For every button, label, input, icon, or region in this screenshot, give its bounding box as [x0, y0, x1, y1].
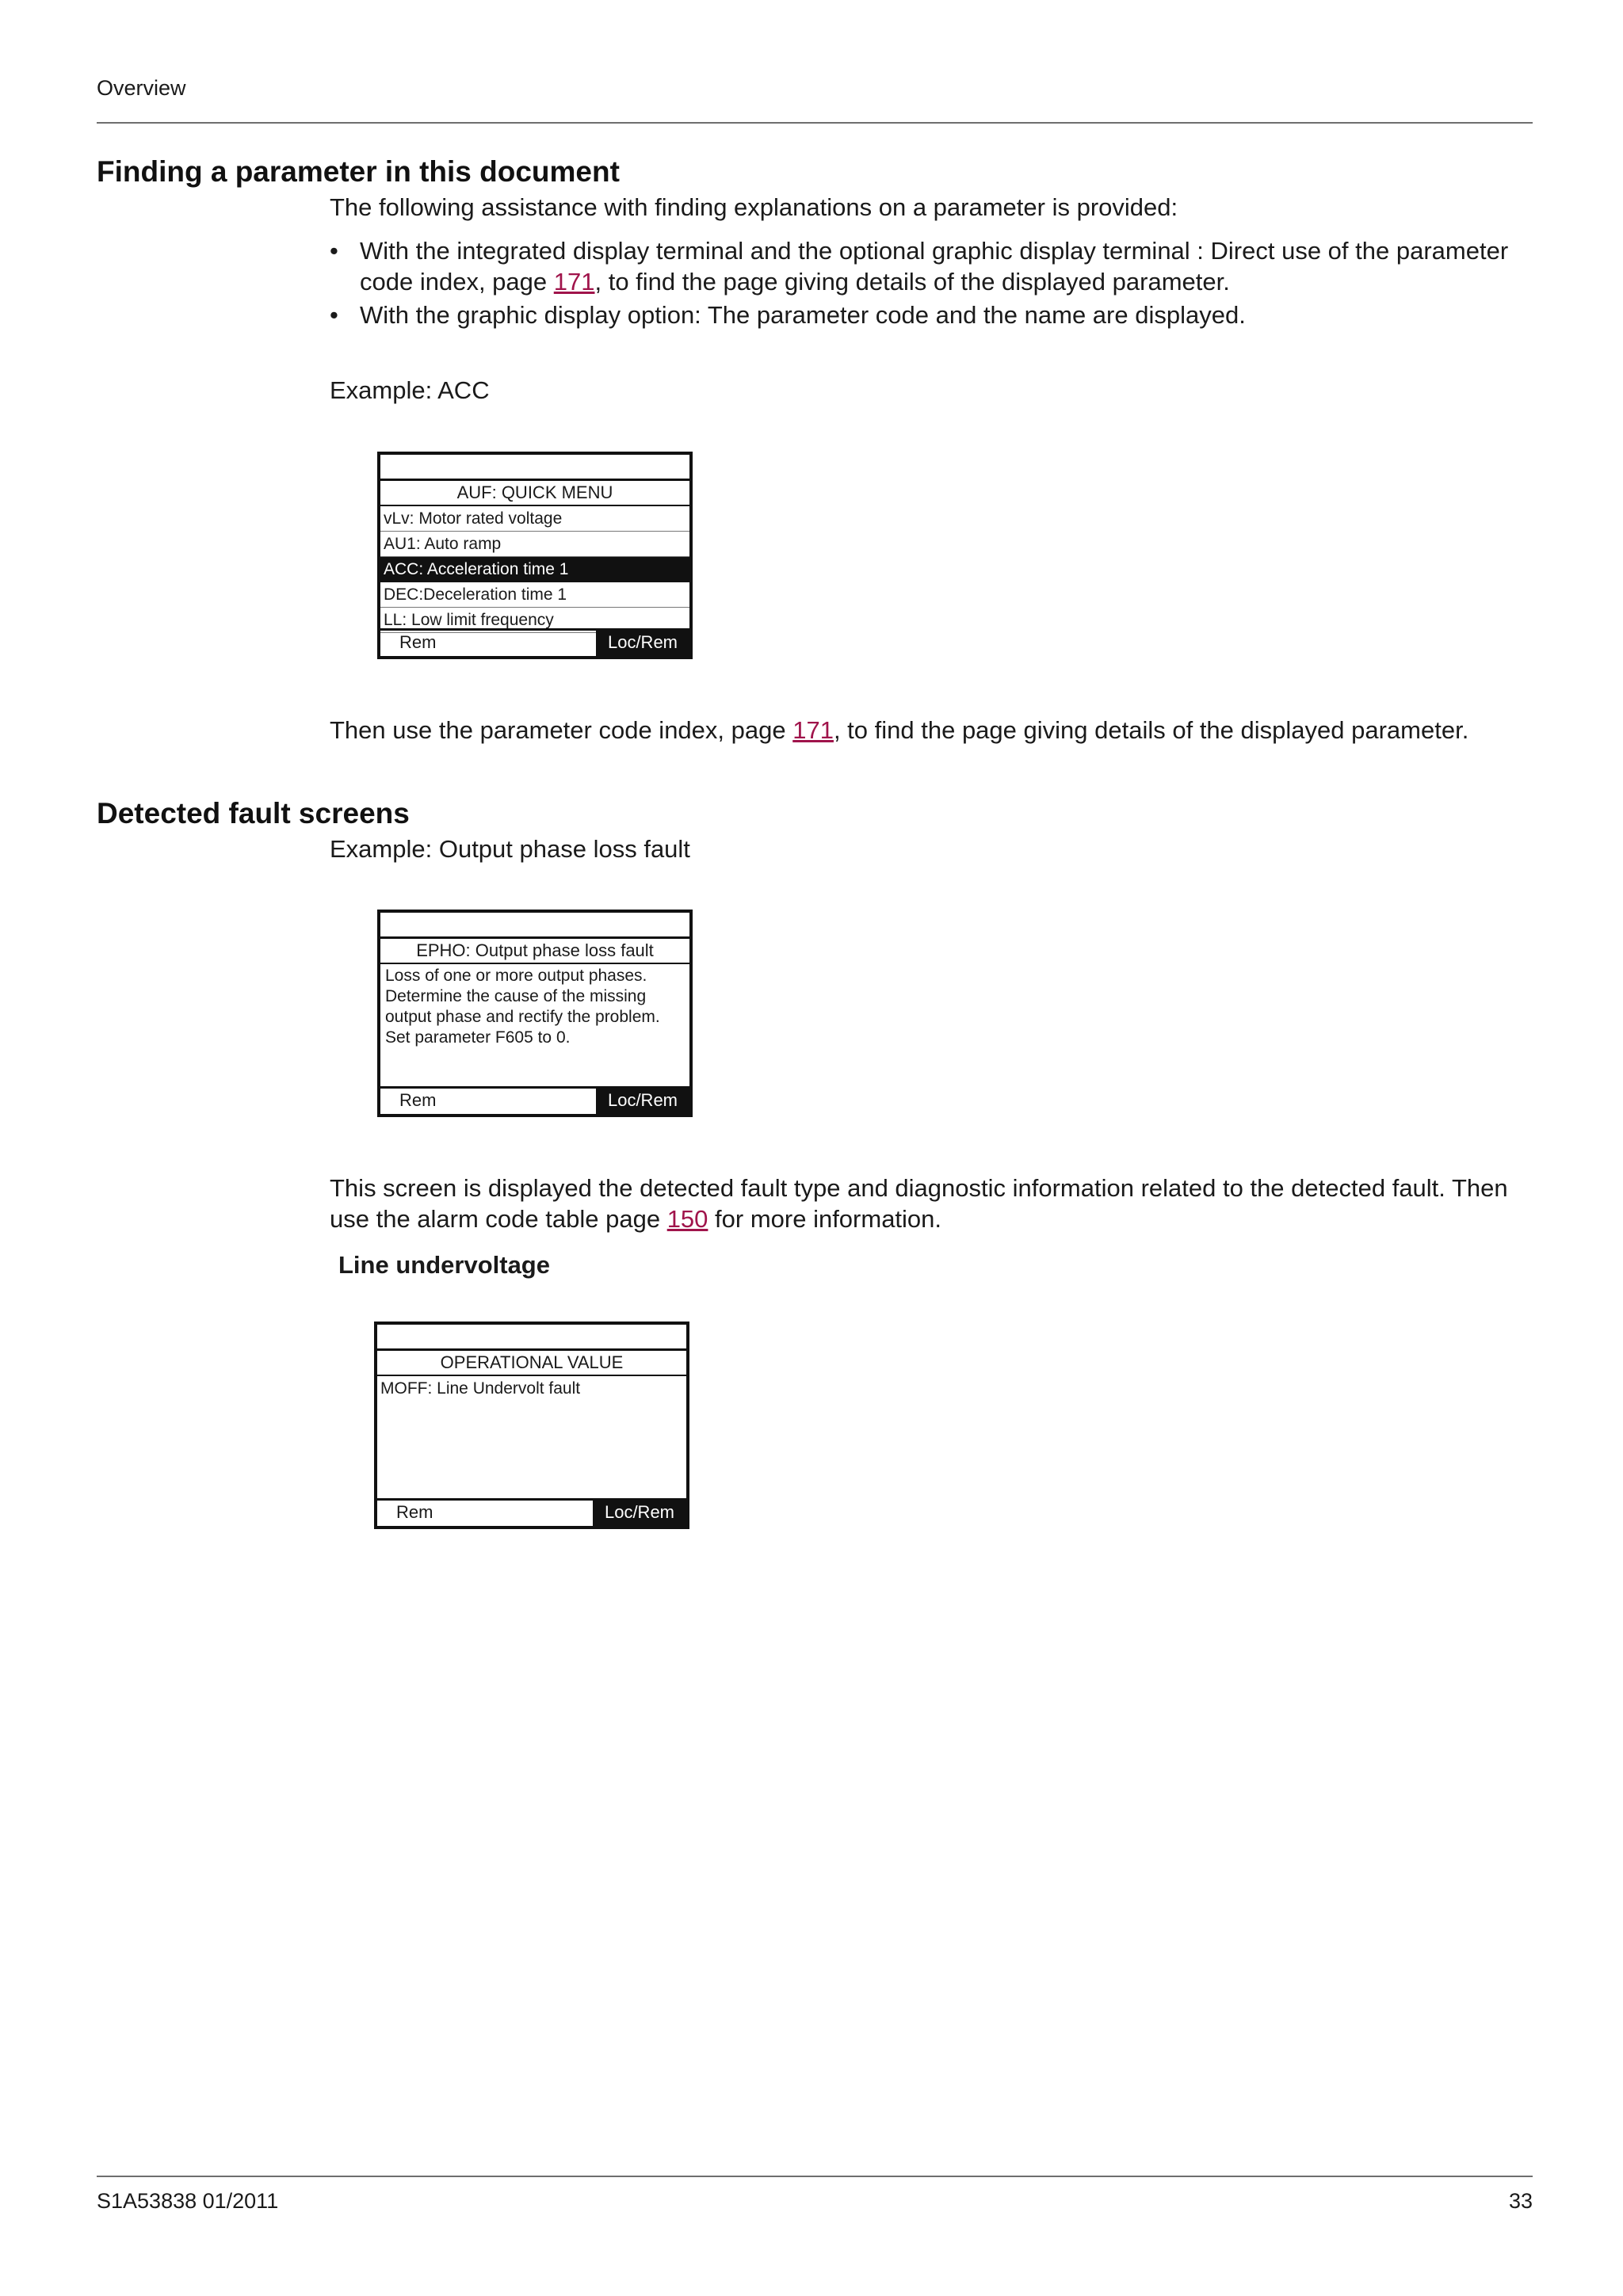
screen-title: EPHO: Output phase loss fault: [380, 939, 689, 964]
subheading-line-undervoltage: Line undervoltage: [338, 1251, 550, 1279]
screen-title: AUF: QUICK MENU: [380, 481, 689, 506]
then-text-before: Then use the parameter code index, page: [330, 716, 793, 744]
footer-rule: [97, 2176, 1533, 2177]
menu-row-acc-selected: ACC: Acceleration time 1: [380, 557, 689, 582]
quick-menu-screen: [377, 452, 693, 659]
screen-footer: [380, 1086, 689, 1114]
assistance-list: [330, 235, 1526, 333]
bullet-icon: •: [330, 301, 338, 329]
screen-footer: [380, 628, 689, 656]
footer-loc-rem: Loc/Rem: [596, 1089, 689, 1114]
list-item: [330, 235, 1526, 297]
section-heading-detected-fault: Detected fault screens: [97, 797, 410, 830]
fault-description: Loss of one or more output phases. Determine the cause of the missing output phase and rectify the problem. Set parameter F605 to 0.: [385, 967, 660, 1047]
footer-rem: Rem: [399, 632, 437, 652]
info-text-before: This screen is displayed the detected fault type and diagnostic information related to the detected fault. Then use the alarm code table page: [330, 1174, 1508, 1233]
example-label-output-phase: Example: Output phase loss fault: [330, 835, 690, 863]
menu-row-dec: DEC:Deceleration time 1: [380, 582, 689, 608]
page-number: 33: [1508, 2189, 1533, 2213]
screen-top-bar: [377, 1325, 686, 1351]
menu-row-ll: LL: Low limit frequency: [380, 608, 689, 633]
running-header: Overview: [97, 76, 186, 100]
menu-row-vlv: vLv: Motor rated voltage: [380, 506, 689, 532]
menu-row-au1: AU1: Auto ramp: [380, 532, 689, 557]
screen-footer: [377, 1498, 686, 1526]
footer-rem: Rem: [396, 1502, 433, 1522]
bullet1-text-after: , to find the page giving details of the displayed parameter.: [594, 268, 1230, 296]
then-text-after: , to find the page giving details of the displayed parameter.: [833, 716, 1469, 744]
bullet2-text: With the graphic display option: The parameter code and the name are displayed.: [360, 301, 1246, 329]
screen-title: OPERATIONAL VALUE: [377, 1351, 686, 1376]
list-item: [330, 299, 1526, 330]
header-rule: [97, 122, 1533, 124]
bullet-icon: •: [330, 237, 338, 265]
footer-rem: Rem: [399, 1090, 437, 1110]
screen-top-bar: [380, 913, 689, 939]
fault-info-text: [330, 1173, 1526, 1234]
fault-screen: [377, 910, 693, 1117]
footer-loc-rem: Loc/Rem: [593, 1501, 686, 1526]
screen-top-bar: [380, 455, 689, 481]
info-text-after: for more information.: [708, 1205, 942, 1233]
page-link-171[interactable]: 171: [792, 716, 834, 744]
document-id: S1A53838 01/2011: [97, 2189, 279, 2213]
value-row-moff: MOFF: Line Undervolt fault: [380, 1379, 581, 1398]
operational-value-screen: [374, 1322, 689, 1529]
example-label-acc: Example: ACC: [330, 376, 490, 404]
page-link-171[interactable]: 171: [553, 268, 595, 296]
section-heading-finding-parameter: Finding a parameter in this document: [97, 155, 620, 188]
intro-text: The following assistance with finding explanations on a parameter is provided:: [330, 193, 1178, 221]
bullet1-text-before: With the integrated display terminal and the optional graphic display terminal : Direct use of the parameter code index, page: [360, 237, 1509, 296]
then-use-text: [330, 715, 1526, 746]
footer-loc-rem: Loc/Rem: [596, 631, 689, 656]
page-link-150[interactable]: 150: [666, 1205, 708, 1233]
